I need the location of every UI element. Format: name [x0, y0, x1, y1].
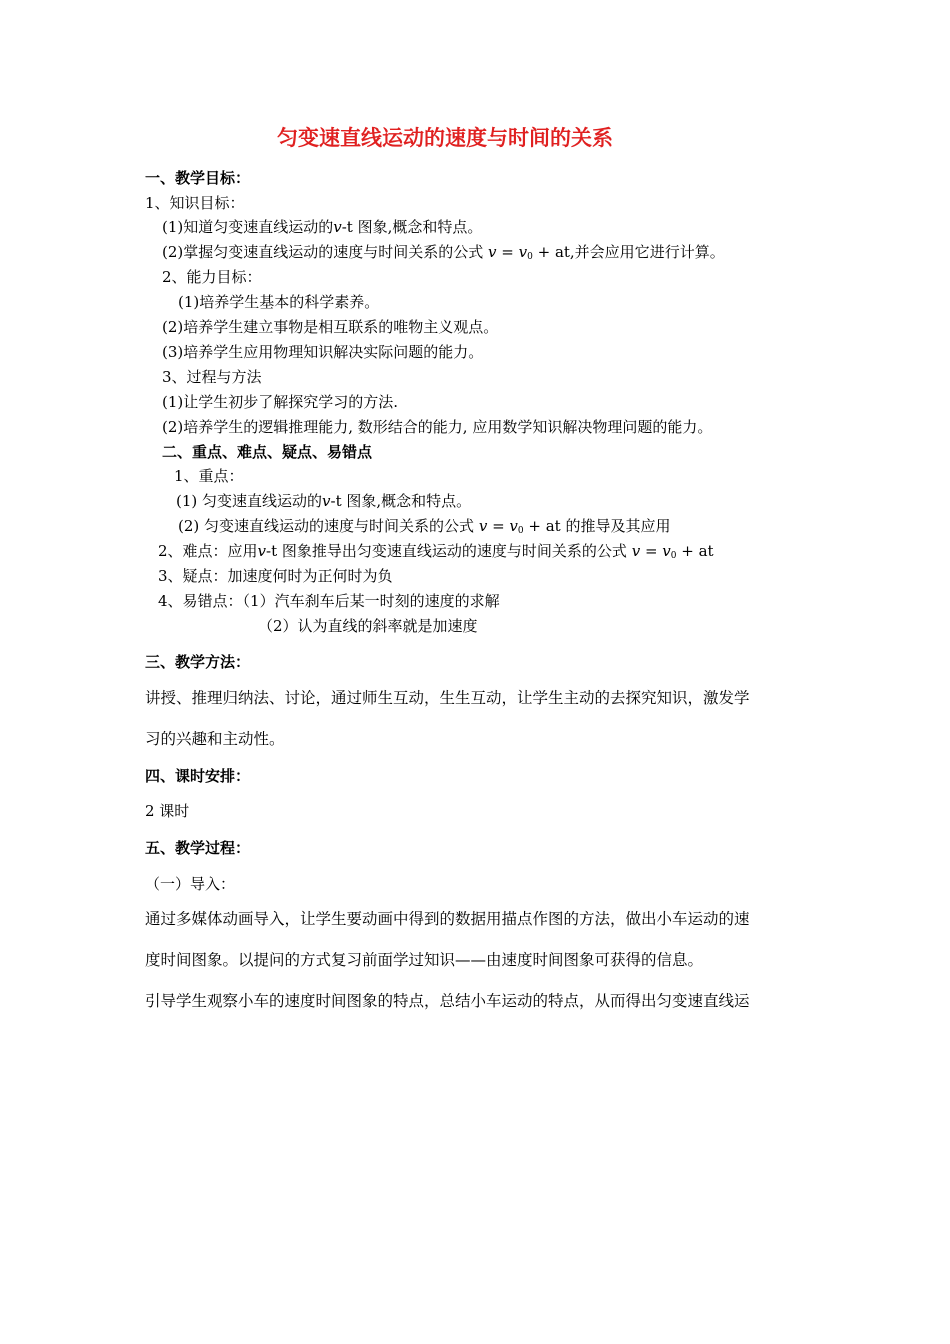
knowledge-goal-1: (1)知道匀变速直线运动的v-t 图象,概念和特点。 [162, 218, 483, 236]
error-prone-point-2: （2）认为直线的斜率就是加速度 [258, 617, 478, 635]
intro-subheading: （一）导入： [145, 875, 236, 893]
section-heading-teaching-method: 三、教学方法： [145, 653, 251, 671]
intro-paragraph-line-1: 通过多媒体动画导入，让学生要动画中得到的数据用描点作图的方法，做出小车运动的速 [145, 910, 750, 928]
section-heading-schedule: 四、课时安排： [145, 767, 251, 785]
teaching-method-line-2: 习的兴趣和主动性。 [145, 730, 285, 748]
schedule-content: 2 课时 [145, 802, 190, 820]
ability-goal-2: (2)培养学生建立事物是相互联系的唯物主义观点。 [162, 318, 499, 336]
key-points-label: 1、重点： [174, 467, 244, 485]
intro-paragraph-line-2: 度时间图象。以提问的方式复习前面学过知识——由速度时间图象可获得的信息。 [145, 951, 704, 969]
ability-goals-label: 2、能力目标： [162, 268, 262, 286]
knowledge-goal-2: (2)掌握匀变速直线运动的速度与时间关系的公式 $v = v_0$ + at,并会应用它进行计算。 [162, 243, 725, 262]
knowledge-goals-label: 1、知识目标： [145, 194, 245, 212]
document-title: 匀变速直线运动的速度与时间的关系 [277, 125, 613, 150]
section-heading-key-points: 二、重点、难点、疑点、易错点 [162, 443, 373, 461]
difficult-point: 2、难点：应用v-t 图象推导出匀变速直线运动的速度与时间关系的公式 $v = v_0$ + at [158, 542, 714, 561]
process-goal-2: (2)培养学生的逻辑推理能力, 数形结合的能力, 应用数学知识解决物理问题的能力。 [162, 418, 713, 436]
ability-goal-1: (1)培养学生基本的科学素养。 [178, 293, 380, 311]
section-heading-teaching-goals: 一、教学目标： [145, 169, 251, 187]
intro-paragraph-line-3: 引导学生观察小车的速度时间图象的特点，总结小车运动的特点，从而得出匀变速直线运 [145, 992, 750, 1010]
error-prone-point-1: 4、易错点：（1）汽车刹车后某一时刻的速度的求解 [158, 592, 500, 610]
process-method-label: 3、过程与方法 [162, 368, 262, 386]
ability-goal-3: (3)培养学生应用物理知识解决实际问题的能力。 [162, 343, 484, 361]
process-goal-1: (1)让学生初步了解探究学习的方法. [162, 393, 399, 411]
section-heading-teaching-process: 五、教学过程： [145, 839, 251, 857]
key-point-1: (1) 匀变速直线运动的v-t 图象,概念和特点。 [176, 492, 472, 510]
key-point-2: (2) 匀变速直线运动的速度与时间关系的公式 $v = v_0$ + at 的推导及其应用 [178, 517, 671, 536]
teaching-method-line-1: 讲授、推理归纳法、讨论，通过师生互动，生生互动，让学生主动的去探究知识，激发学 [145, 689, 750, 707]
doubt-point: 3、疑点：加速度何时为正何时为负 [158, 567, 393, 585]
